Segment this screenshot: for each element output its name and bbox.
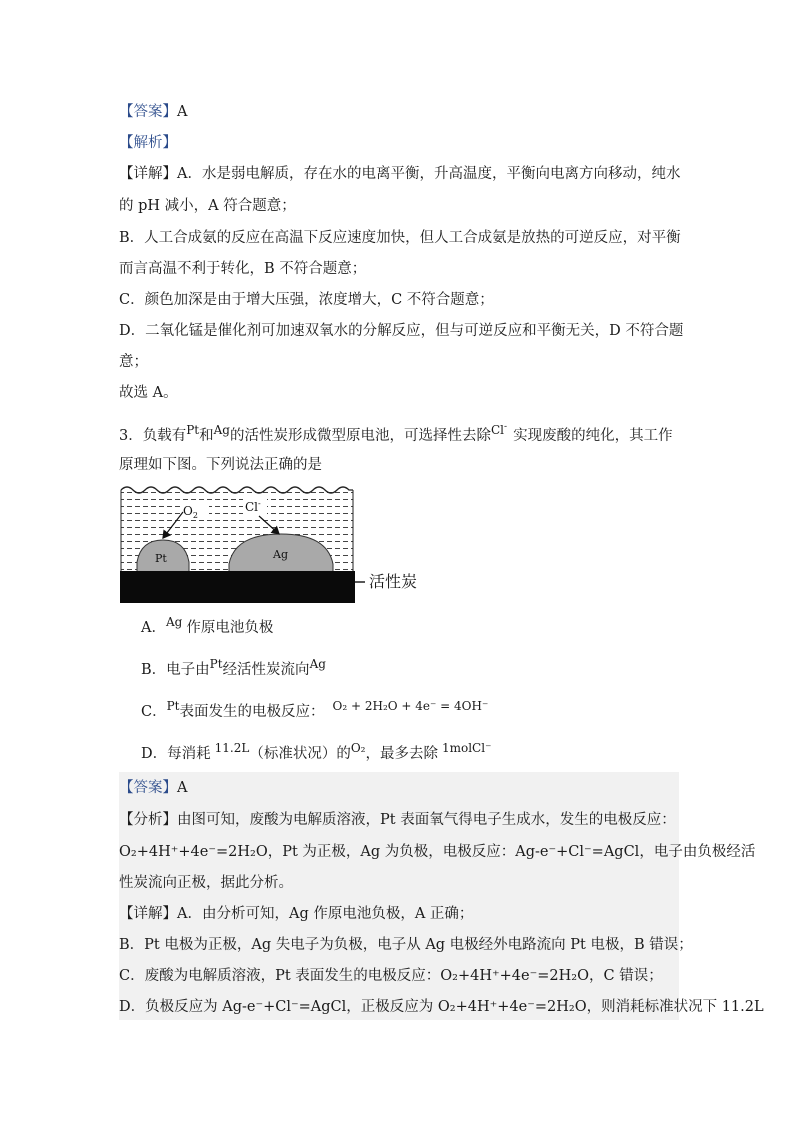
answer-tag: 【答案】 xyxy=(119,104,177,120)
answer2-line xyxy=(119,778,187,798)
detail-line-8: 故选 A。 xyxy=(119,385,178,401)
detail-tag: 【详解】 xyxy=(119,166,177,182)
detail-line-1 xyxy=(119,164,680,184)
detail-line-4: 而言高温不利于转化，B 不符合题意； xyxy=(119,261,367,277)
analysis2-line-1: 【分析】由图可知，废酸为电解质溶液，Pt 表面氧气得电子生成水，发生的电极反应： xyxy=(119,812,676,828)
analysis-tag: 【解析】 xyxy=(119,135,177,151)
answer-line-1 xyxy=(119,102,187,122)
question-cl: Cl- xyxy=(491,422,508,437)
detail-line-2: 的 pH 减小，A 符合题意； xyxy=(119,198,296,214)
option-c[interactable]: C．$^{Pt}$表面发生的电极反应： $^{O_2 + 2H_2O + 4e^- = 4OH^-}$ xyxy=(141,699,489,720)
question-end: 实现废酸的纯化，其工作 xyxy=(513,428,673,444)
question-prefix: 3．负载有 xyxy=(119,428,187,444)
question-pt: Pt xyxy=(186,423,200,437)
detail2-line-1: 【详解】A．由分析可知，Ag 作原电池负极，A 正确； xyxy=(119,906,474,922)
o2-label: $O_2$ xyxy=(183,504,198,520)
question-line-1 xyxy=(119,423,673,446)
option-b[interactable]: B．电子由$^{Pt}$经活性炭流向$^{Ag}$ xyxy=(141,657,326,678)
detail-text: A．水是弱电解质，存在水的电离平衡，升高温度，平衡向电离方向移动，纯水 xyxy=(177,166,681,182)
detail2-line-2: B．Pt 电极为正极，Ag 失电子为负极，电子从 Ag 电极经外电路流向 Pt 电极，B 错误； xyxy=(119,937,693,953)
option-d[interactable]: D．每消耗 $^{11.2L}$（标准状况）的$^{O_2}$，最多去除 $^{1molCl^-}$ xyxy=(141,741,492,762)
answer2-value: A xyxy=(177,780,188,796)
question-middle: 的活性炭形成微型原电池，可选择性去除 xyxy=(230,428,491,444)
detail-line-7: 意； xyxy=(119,354,148,370)
detail-line-6: D．二氧化锰是催化剂可加速双氧水的分解反应，但与可逆反应和平衡无关，D 不符合题 xyxy=(119,323,684,339)
option-a[interactable]: A．$^{Ag}$ 作原电池负极 xyxy=(141,615,274,636)
answer2-tag: 【答案】 xyxy=(119,780,177,796)
detail-line-3: B．人工合成氨的反应在高温下反应速度加快，但人工合成氨是放热的可逆反应，对平衡 xyxy=(119,230,681,246)
analysis2-line-2: O₂+4H⁺+4e⁻=2H₂O，Pt 为正极，Ag 为负极，电极反应：Ag-e⁻+Cl⁻=AgCl，电子由负极经活 xyxy=(119,844,756,860)
cl-label: Cl- xyxy=(245,499,261,514)
detail2-line-3: C．废酸为电解质溶液，Pt 表面发生的电极反应：O₂+4H⁺+4e⁻=2H₂O，C 错误； xyxy=(119,968,663,984)
pt-label: Pt xyxy=(155,552,167,565)
answer-value: A xyxy=(177,104,188,120)
ag-label: Ag xyxy=(273,548,288,561)
analysis2-line-3: 性炭流向正极，据此分析。 xyxy=(119,875,293,891)
detail2-line-4: D．负极反应为 Ag-e⁻+Cl⁻=AgCl，正极反应为 O₂+4H⁺+4e⁻=2H₂O，则消耗标准状况下 11.2L xyxy=(119,999,764,1015)
question-ag: Ag xyxy=(213,423,230,437)
question-line-2: 原理如下图。下列说法正确的是 xyxy=(119,457,322,473)
activated-carbon-label: 活性炭 xyxy=(369,572,418,591)
activated-carbon xyxy=(120,571,355,603)
detail-line-5: C．颜色加深是由于增大压强，浓度增大，C 不符合题意； xyxy=(119,292,494,308)
question-and: 和 xyxy=(199,428,214,444)
